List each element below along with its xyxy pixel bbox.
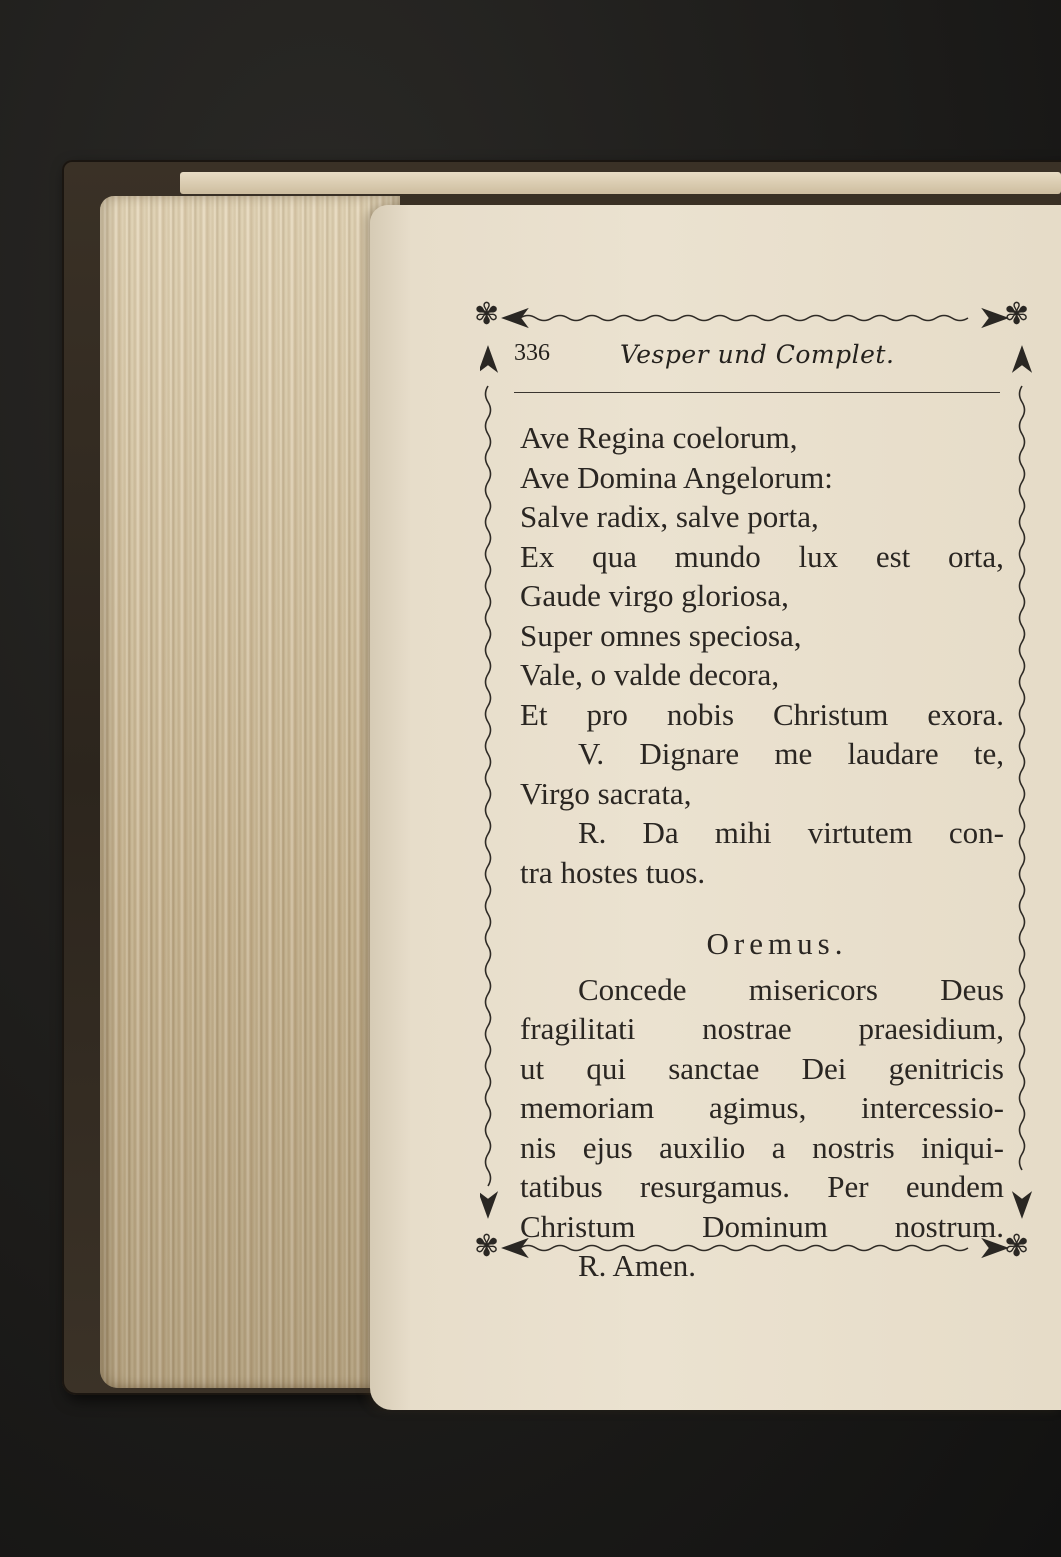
word: Christum bbox=[772, 696, 889, 732]
word: orta, bbox=[947, 538, 1004, 574]
word: ejus bbox=[582, 1129, 633, 1165]
page-text bbox=[520, 418, 1004, 1286]
word: laudare bbox=[847, 736, 939, 771]
oremus-heading: Oremus. bbox=[706, 926, 848, 961]
word: memoriam bbox=[520, 1090, 655, 1125]
running-head: Vesper und Complet. bbox=[620, 340, 895, 369]
word: est bbox=[875, 538, 911, 574]
word: exora. bbox=[927, 696, 1004, 732]
word: Dignare bbox=[639, 736, 740, 771]
word: iniqui- bbox=[921, 1129, 1004, 1165]
hymn-line: Super omnes speciosa, bbox=[520, 617, 802, 653]
prayer-line bbox=[520, 1167, 1004, 1207]
hymn-line bbox=[520, 537, 1004, 577]
word: virtutem bbox=[807, 815, 913, 850]
word: fragilitati bbox=[520, 1011, 636, 1046]
right-top-arrow bbox=[1014, 348, 1030, 370]
left-top-arrow bbox=[480, 348, 496, 370]
word: intercessio- bbox=[861, 1090, 1004, 1125]
word: Dominum bbox=[702, 1208, 828, 1244]
word: Concede bbox=[578, 971, 687, 1007]
right-bottom-arrow bbox=[1014, 1194, 1030, 1216]
versicle-line bbox=[520, 734, 1004, 774]
top-wave-rule bbox=[520, 316, 968, 321]
word: R. bbox=[578, 815, 607, 850]
word: sanctae bbox=[668, 1050, 760, 1086]
word: me bbox=[774, 736, 813, 771]
response-line bbox=[520, 813, 1004, 853]
amen-line: R. Amen. bbox=[578, 1248, 696, 1283]
right-wave-rule bbox=[1020, 386, 1025, 1170]
word: nobis bbox=[666, 696, 735, 732]
word: tatibus bbox=[520, 1169, 603, 1204]
word: ut bbox=[520, 1050, 545, 1086]
word: resurgamus. bbox=[639, 1169, 791, 1204]
page-header bbox=[514, 340, 1004, 380]
word: lux bbox=[798, 538, 839, 574]
left-bottom-arrow bbox=[480, 1194, 496, 1216]
prayer-line bbox=[520, 1049, 1004, 1089]
hymn-line: Ave Regina coelorum, bbox=[520, 420, 798, 455]
word: nostrae bbox=[702, 1011, 792, 1046]
page-top-edge bbox=[180, 172, 1061, 194]
word: Et bbox=[520, 696, 548, 732]
flourish-icon: ✾ bbox=[1004, 1229, 1030, 1264]
prayer-line bbox=[520, 970, 1004, 1010]
word: V. bbox=[578, 736, 605, 771]
word: praesidium, bbox=[858, 1011, 1004, 1046]
word: qua bbox=[592, 538, 637, 574]
prayer-line bbox=[520, 1128, 1004, 1168]
word: mihi bbox=[714, 815, 772, 850]
word: a bbox=[771, 1129, 786, 1165]
word: agimus, bbox=[709, 1090, 807, 1125]
word: eundem bbox=[905, 1169, 1004, 1204]
word: misericors bbox=[748, 971, 878, 1007]
header-rule bbox=[514, 392, 1000, 393]
word: nis bbox=[520, 1129, 557, 1165]
word: genitricis bbox=[888, 1050, 1004, 1086]
word: Da bbox=[642, 815, 679, 850]
prayer-line bbox=[520, 1207, 1004, 1247]
word: Dei bbox=[801, 1050, 847, 1086]
flourish-icon: ✾ bbox=[474, 1229, 500, 1264]
word: mundo bbox=[674, 538, 761, 574]
top-right-arrow bbox=[984, 310, 1006, 326]
flourish-icon: ✾ bbox=[1004, 297, 1030, 332]
word: te, bbox=[973, 736, 1004, 771]
hymn-line bbox=[520, 695, 1004, 735]
versicle-line: Virgo sacrata, bbox=[520, 775, 692, 811]
word: nostris bbox=[812, 1129, 895, 1165]
hymn-line: Vale, o valde decora, bbox=[520, 657, 780, 692]
word: nostrum. bbox=[894, 1208, 1004, 1244]
word: Per bbox=[827, 1169, 869, 1204]
word: qui bbox=[586, 1050, 626, 1086]
hymn-line: Ave Domina Angelorum: bbox=[520, 459, 833, 495]
page-number: 336 bbox=[514, 340, 550, 366]
word: pro bbox=[586, 696, 628, 732]
word: auxilio bbox=[659, 1129, 746, 1165]
word: Deus bbox=[940, 971, 1004, 1007]
word: con- bbox=[948, 815, 1004, 850]
hymn-line: Gaude virgo gloriosa, bbox=[520, 578, 789, 613]
page-edges bbox=[100, 196, 400, 1388]
hymn-line: Salve radix, salve porta, bbox=[520, 499, 819, 534]
word: Christum bbox=[520, 1208, 636, 1244]
prayer-line bbox=[520, 1088, 1004, 1128]
prayer-line bbox=[520, 1009, 1004, 1049]
response-line: tra hostes tuos. bbox=[520, 854, 706, 890]
word: Ex bbox=[520, 538, 555, 574]
top-left-arrow bbox=[504, 310, 526, 326]
flourish-icon: ✾ bbox=[474, 297, 500, 332]
left-wave-rule bbox=[486, 386, 491, 1186]
